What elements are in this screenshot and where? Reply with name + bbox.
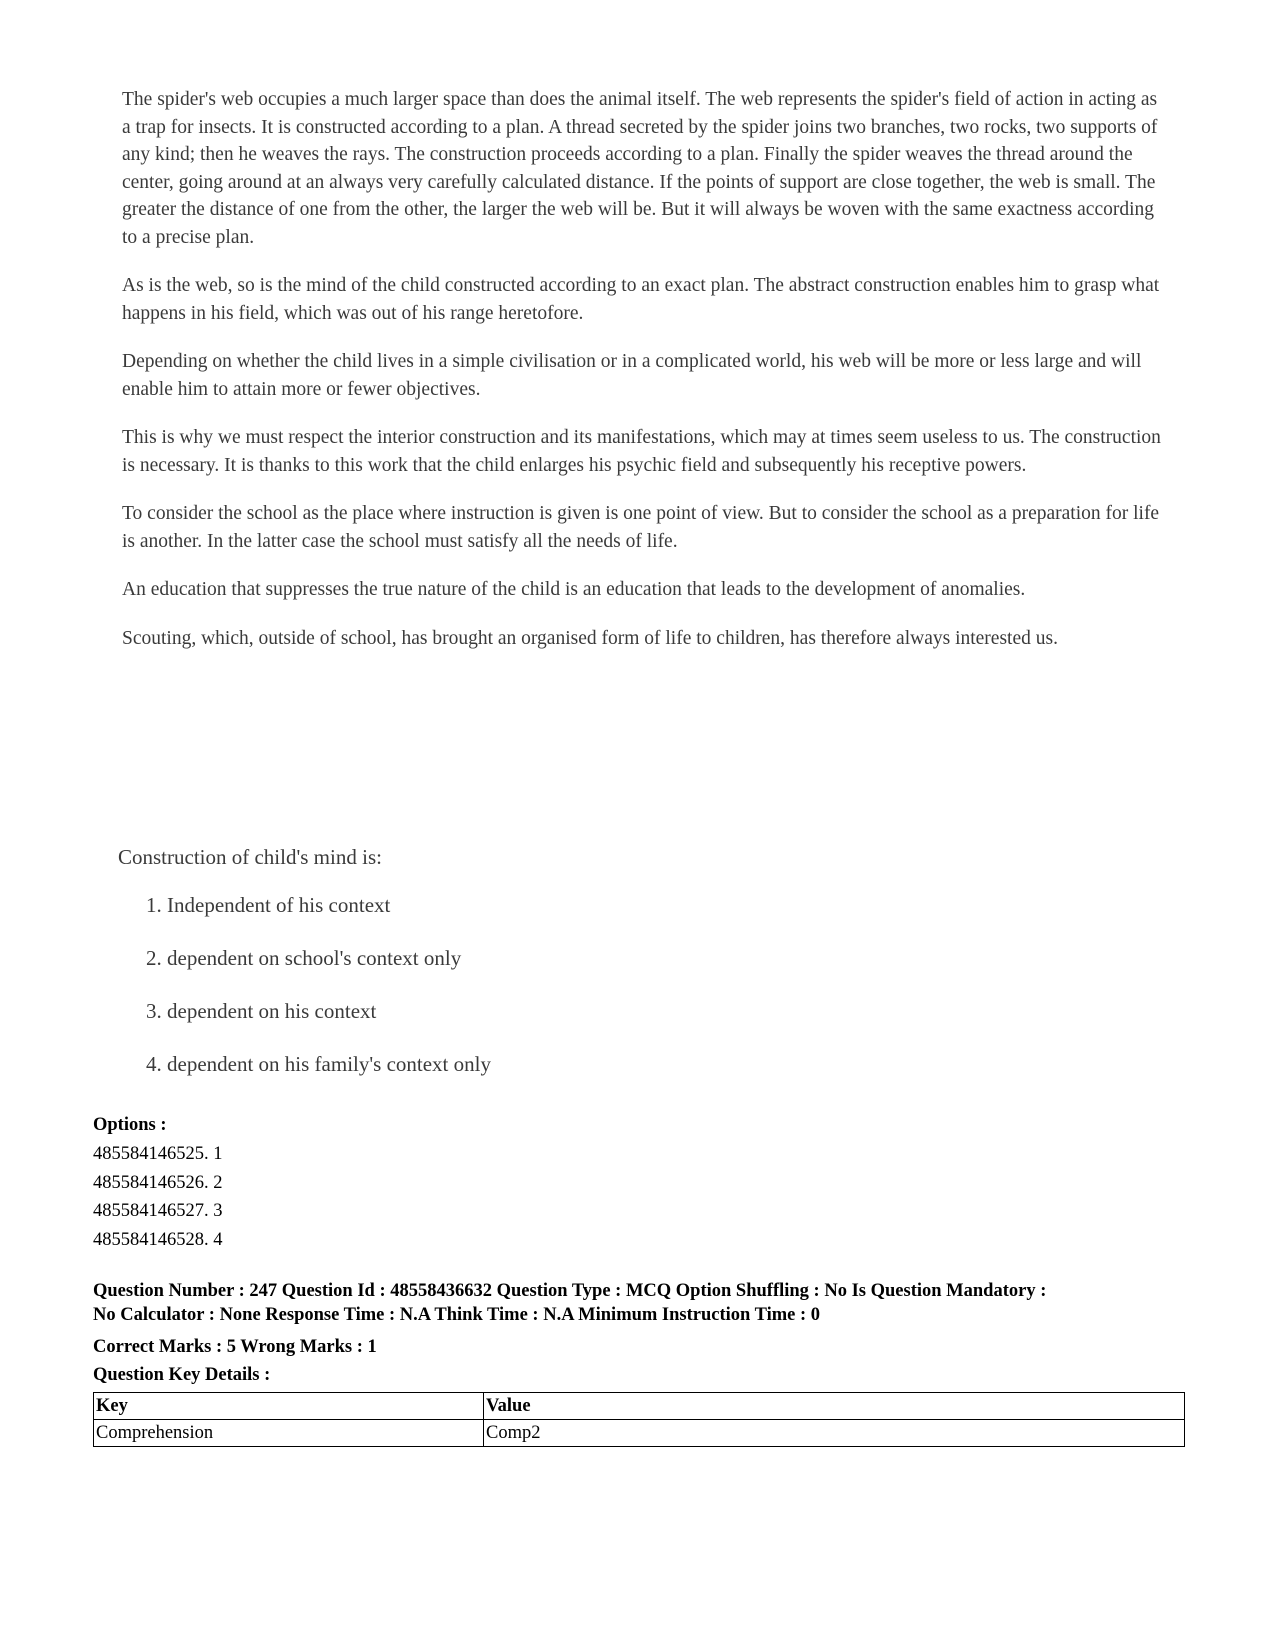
- key-details-label: Question Key Details :: [93, 1365, 271, 1385]
- passage-paragraph: Depending on whether the child lives in a simple civilisation or in a complicated world, his web will be more or less large and will enable him to attain more or fewer objectives.: [122, 351, 1142, 400]
- option-id-line: 485584146527. 3: [93, 1201, 223, 1221]
- table-header-cell: Value: [484, 1393, 1185, 1420]
- question-stem: Construction of child's mind is:: [118, 845, 382, 869]
- option-id-line: 485584146525. 1: [93, 1144, 223, 1164]
- options-label: Options :: [93, 1115, 167, 1135]
- passage-paragraph: As is the web, so is the mind of the child constructed according to an exact plan. The abstract construction enables him to grasp what happens in his field, which was out of his range heretofore.: [122, 275, 1160, 324]
- table-row: [94, 1420, 1185, 1447]
- key-details-table: [93, 1392, 1185, 1447]
- choice-list: [118, 892, 1118, 1104]
- passage-paragraph: Scouting, which, outside of school, has brought an organised form of life to children, has therefore always interested us.: [122, 627, 1058, 649]
- passage-paragraph: This is why we must respect the interior construction and its manifestations, which may at times seem useless to us. The construction is necessary. It is thanks to this work that the child enlarges his psychic field and subsequently his receptive powers.: [122, 427, 1161, 476]
- choice-item: 3. dependent on his context: [146, 999, 377, 1023]
- table-cell: Comp2: [484, 1420, 1185, 1447]
- choice-item: 2. dependent on school's context only: [146, 946, 462, 970]
- passage-paragraph: To consider the school as the place where instruction is given is one point of view. But to consider the school as a preparation for life is another. In the latter case the school must satisfy all the needs of life.: [122, 503, 1160, 552]
- table-header-row: [94, 1393, 1185, 1420]
- question-info-line: Question Number : 247 Question Id : 48558436632 Question Type : MCQ Option Shuffling : No Is Question Mandatory :: [93, 1281, 1047, 1301]
- option-id-line: 485584146526. 2: [93, 1172, 223, 1193]
- option-id-line: 485584146528. 4: [93, 1229, 223, 1250]
- choice-item: 1. Independent of his context: [146, 893, 391, 917]
- question-block: [118, 845, 1118, 1104]
- passage: [122, 86, 1162, 673]
- choice-item: 4. dependent on his family's context only: [146, 1052, 491, 1076]
- question-info: [93, 1279, 1183, 1327]
- marks-line: Correct Marks : 5 Wrong Marks : 1: [93, 1337, 377, 1357]
- table-cell: Comprehension: [94, 1420, 484, 1447]
- question-info-line: No Calculator : None Response Time : N.A Think Time : N.A Minimum Instruction Time : 0: [93, 1305, 821, 1325]
- question-meta: [93, 1110, 1183, 1447]
- passage-paragraph: The spider's web occupies a much larger space than does the animal itself. The web represents the spider's field of action in acting as a trap for insects. It is constructed according to a plan. A thread secreted by the spider joins two branches, two rocks, two supports of any kind; then he weaves the rays. The construction proceeds according to a plan. Finally the spider weaves the thread around the center, going around at an always very carefully calculated distance. If the points of support are close together, the web is small. The greater the distance of one from the other, the larger the web will be. But it will always be woven with the same exactness according to a precise plan.: [122, 89, 1158, 248]
- passage-paragraph: An education that suppresses the true nature of the child is an education that leads to the development of anomalies.: [122, 579, 1026, 600]
- table-header-cell: Key: [94, 1393, 484, 1420]
